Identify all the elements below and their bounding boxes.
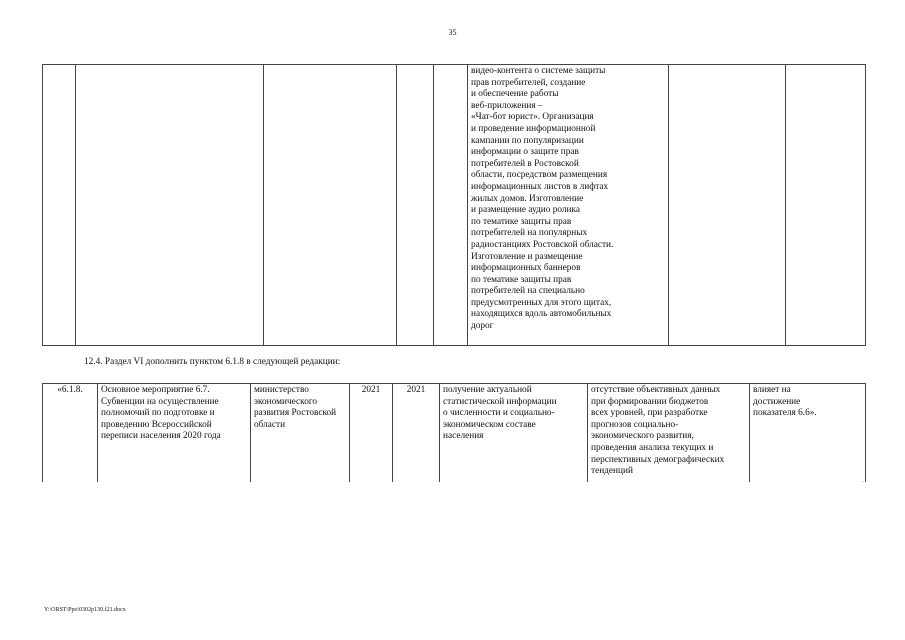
text-line: Субвенции на осуществление [101,396,219,407]
cell-start-year [397,65,434,346]
text-line: потребителей на популярных [471,228,588,239]
cell-number: «6.1.8. [43,384,98,483]
text-line: жилых домов. Изготовление [471,193,584,204]
text-line: полномочий по подготовке и [101,408,215,419]
text-line: области [254,419,286,430]
cell-description [468,65,669,346]
cell-consequences [669,65,786,346]
text-line: министерство [254,385,309,395]
text-line: перспективных демографических [591,454,725,465]
text-line: статистической информации [443,396,557,407]
table-continuation [42,64,866,346]
cell-result [440,384,588,483]
text-line: и размещение аудио ролика [471,205,580,216]
cell-consequences [588,384,750,483]
table-row [43,384,866,483]
footer-file-path: Y:\ORST\Ppo\0302p130.f21.docx [44,607,126,613]
page-number: 35 [448,28,457,37]
text-line: переписи населения 2020 года [101,431,221,442]
text-line: видео-контента о системе защиты [471,66,606,76]
cell-executor [251,384,350,483]
text-line: о численности и социально- [443,408,555,419]
text-line: проведению Всероссийской [101,419,212,430]
text-line: по тематике защиты прав [471,274,572,285]
cell-name [98,384,251,483]
text-line: Основное мероприятие 6.7. [101,385,210,395]
text-line: дорог [471,321,494,332]
cell-impact [750,384,866,483]
cell-impact [786,65,866,346]
table-new-item [42,383,866,482]
text-line: потребителей на специально [471,286,585,297]
text-line: информации о защите прав [471,147,579,158]
text-line: Изготовление и размещение [471,251,583,262]
text-line: развития Ростовской [254,408,337,419]
text-line: проведения анализа текущих и [591,442,714,453]
cell-end-year [434,65,468,346]
text-line: и проведение информационной [471,123,596,134]
text-line: кампании по популяризации [471,135,584,146]
text-line: веб-приложения – [471,100,543,111]
text-line: находящихся вдоль автомобильных [471,309,612,320]
section-note: 12.4. Раздел VI дополнить пунктом 6.1.8 в следующей редакции: [84,357,341,367]
text-line: радиостанциях Ростовской области. [471,239,614,250]
text-line: влияет на [753,385,791,395]
cell-end-year: 2021 [393,384,440,483]
text-line: при формировании бюджетов [591,396,709,407]
text-line: области, посредством размещения [471,170,608,181]
cell-start-year: 2021 [350,384,393,483]
corner-mark: . [862,476,864,484]
text-line: потребителей в Ростовской [471,158,579,169]
text-line: прав потребителей, создание [471,77,586,88]
text-line: и обеспечение работы [471,89,559,100]
text-line: предусмотренных для этого щитах, [471,297,612,308]
text-line: «Чат-бот юрист». Организация [471,112,594,123]
cell-name [76,65,264,346]
text-line: экономическом составе [443,419,536,430]
table-row [43,65,866,346]
cell-executor [264,65,397,346]
text-line: экономического развития, [591,431,694,442]
text-line: населения [443,431,484,442]
text-line: по тематике защиты прав [471,216,572,227]
text-line: всех уровней, при разработке [591,408,708,419]
text-line: информационных листов в лифтах [471,181,609,192]
cell-number [43,65,76,346]
text-line: тенденций [591,466,633,477]
text-line: экономического [254,396,318,407]
text-line: достижение [753,396,801,407]
text-line: показателя 6.6». [753,408,817,419]
text-line: прогнозов социально- [591,419,679,430]
text-line: отсутствие объективных данных [591,385,721,395]
text-line: информационных баннеров [471,263,581,274]
text-line: получение актуальной [443,385,532,395]
